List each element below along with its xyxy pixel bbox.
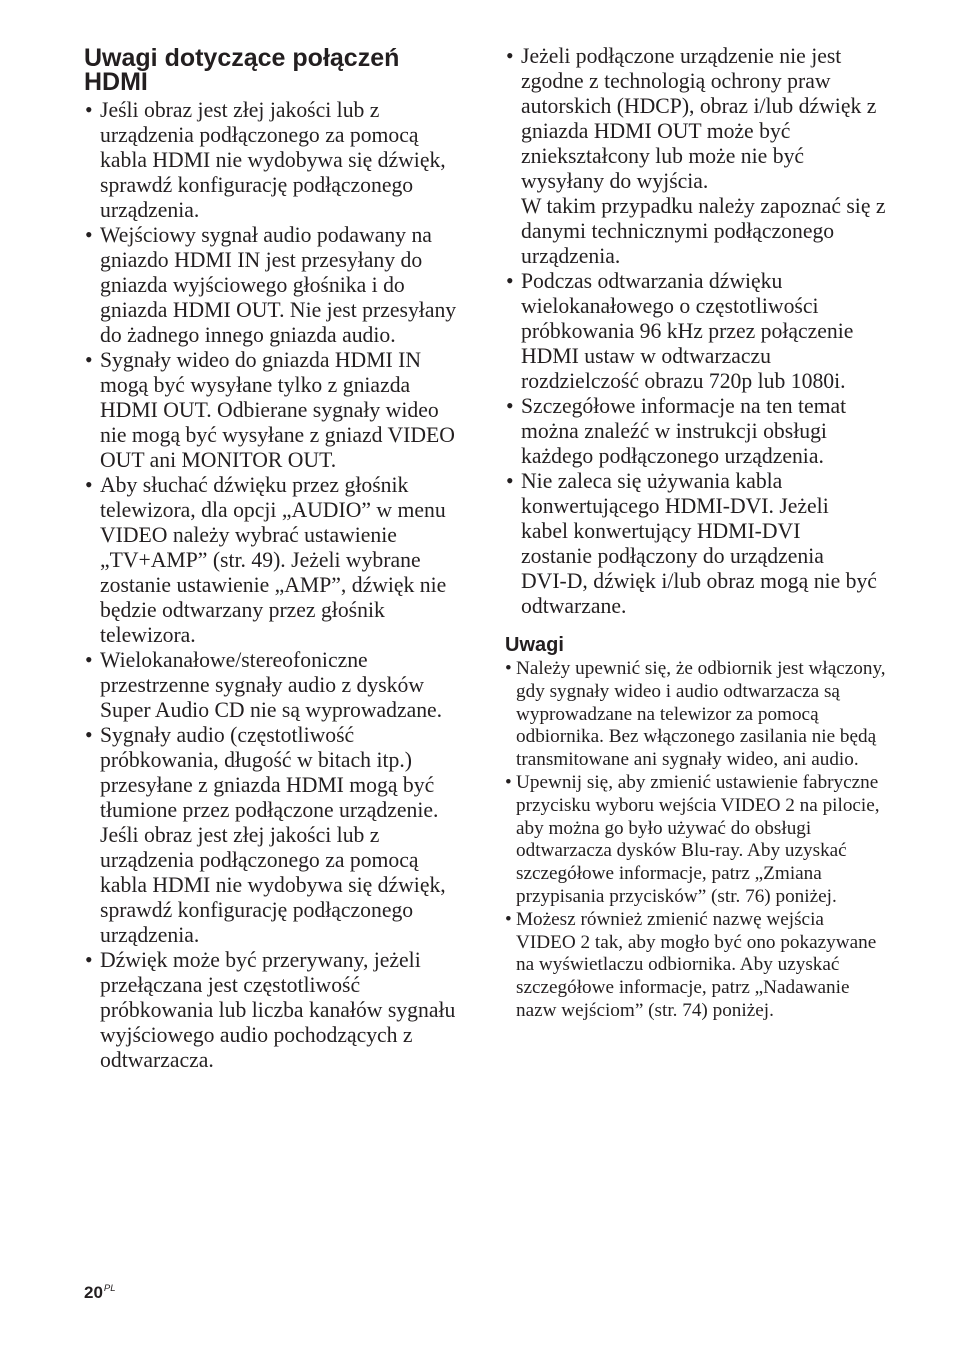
list-item: • Wejściowy sygnał audio podawany na gniazdo HDMI IN jest przesyłany do gniazda wyjściowego głośnika i do gniazda HDMI OUT. Nie jest przesyłany do żadnego innego gniazda audio. bbox=[84, 223, 470, 348]
list-item: • Sygnały audio (częstotliwość próbkowania, długość w bitach itp.) przesyłane z gniazda HDMI mogą być tłumione przez podłączone urządzenie. Jeśli obraz jest złej jakości lub z urządzenia podłączonego za pomocą kabla HDMI nie wydobywa się dźwięk, sprawdź konfigurację podłączonego urządzenia. bbox=[84, 723, 470, 948]
left-bullet-list bbox=[84, 98, 470, 1073]
list-item: • Wielokanałowe/stereofoniczne przestrzenne sygnały audio z dysków Super Audio CD nie są wyprowadzane. bbox=[84, 648, 470, 723]
list-item: • Dźwięk może być przerywany, jeżeli przełączana jest częstotliwość próbkowania lub liczba kanałów sygnału wyjściowego audio pochodzących z odtwarzacza. bbox=[84, 948, 470, 1073]
list-item: • Aby słuchać dźwięku przez głośnik telewizora, dla opcji „AUDIO” w menu VIDEO należy wybrać ustawienie „TV+AMP” (str. 49). Jeżeli wybrane zostanie ustawienie „AMP”, dźwięk nie będzie odtwarzany przez głośnik telewizora. bbox=[84, 473, 470, 648]
note-item: • Upewnij się, aby zmienić ustawienie fabryczne przycisku wyboru wejścia VIDEO 2 na pilocie, aby można go było używać do obsługi odtwarzacza dysków Blu-ray. Aby uzyskać szczegółowe informacje, patrz „Zmiana przypisania przycisków” (str. 76) poniżej. bbox=[505, 772, 897, 909]
list-item: • Nie zaleca się używania kabla konwertującego HDMI-DVI. Jeżeli kabel konwertujący HDMI-DVI zostanie podłączony do urządzenia DVI-D, dźwięk i/lub obraz mogą nie być odtwarzane. bbox=[505, 469, 901, 619]
note-item: • Możesz również zmienić nazwę wejścia VIDEO 2 tak, aby mogło być ono pokazywane na wyświetlaczu odbiornika. Aby uzyskać szczegółowe informacje, patrz „Nadawanie nazw wejściom” (str. 74) poniżej. bbox=[505, 909, 897, 1023]
page-number bbox=[84, 1283, 116, 1303]
language-code: PL bbox=[103, 1283, 116, 1294]
list-item: • Sygnały wideo do gniazda HDMI IN mogą być wysyłane tylko z gniazda HDMI OUT. Odbierane sygnały wideo nie mogą być wysyłane z gniazd VIDEO OUT ani MONITOR OUT. bbox=[84, 348, 470, 473]
list-item: • Podczas odtwarzania dźwięku wielokanałowego o częstotliwości próbkowania 96 kHz przez połączenie HDMI ustaw w odtwarzaczu rozdzielczość obrazu 720p lub 1080i. bbox=[505, 269, 901, 394]
page-number-value: 20 bbox=[84, 1283, 103, 1302]
section-heading: Uwagi dotyczące połączeń HDMI bbox=[84, 44, 400, 96]
right-bullet-list bbox=[505, 44, 901, 619]
list-item: • Jeżeli podłączone urządzenie nie jest zgodne z technologią ochrony praw autorskich (HDCP), obraz i/lub dźwięk z gniazda HDMI OUT może być zniekształcony lub może nie być wysyłany do wyjścia. W takim przypadku należy zapoznać się z danymi technicznymi podłączonego urządzenia. bbox=[505, 44, 901, 269]
notes-heading: Uwagi bbox=[505, 634, 564, 656]
list-item: • Szczegółowe informacje na ten temat można znaleźć w instrukcji obsługi każdego podłączonego urządzenia. bbox=[505, 394, 901, 469]
notes-list bbox=[505, 658, 897, 1023]
list-item: • Jeśli obraz jest złej jakości lub z urządzenia podłączonego za pomocą kabla HDMI nie wydobywa się dźwięk, sprawdź konfigurację podłączonego urządzenia. bbox=[84, 98, 470, 223]
note-item: • Należy upewnić się, że odbiornik jest włączony, gdy sygnały wideo i audio odtwarzacza są wyprowadzane na telewizor za pomocą odbiornika. Bez włączonego zasilania nie będą transmitowane ani sygnały wideo, ani audio. bbox=[505, 658, 897, 772]
